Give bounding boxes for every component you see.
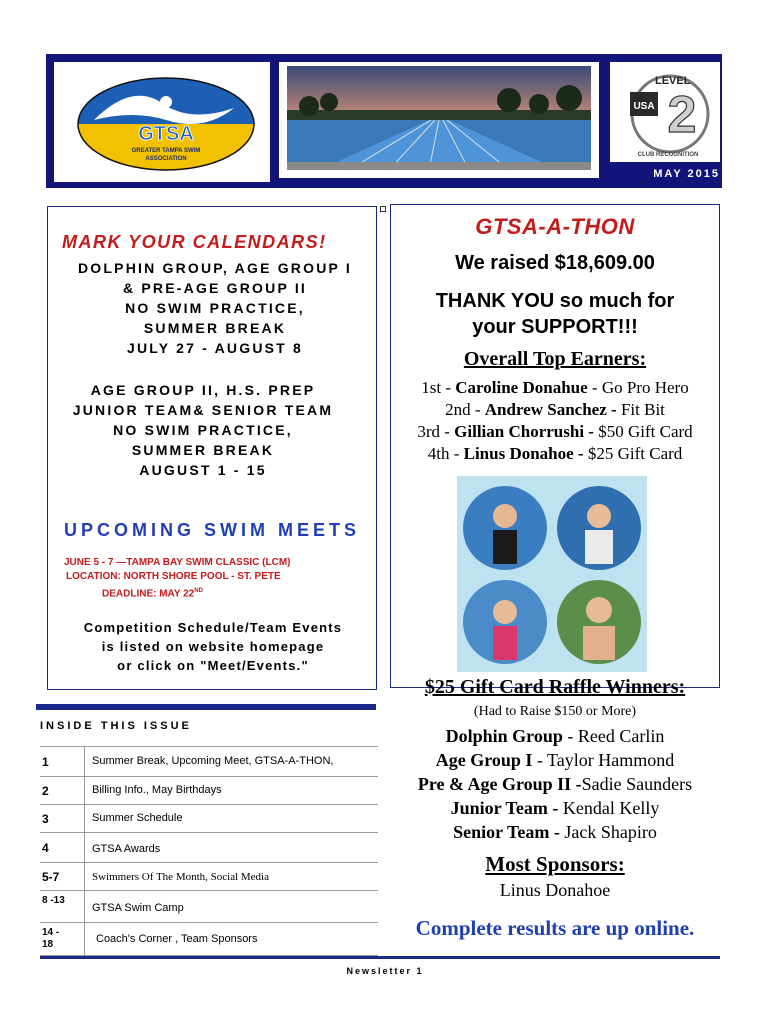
earner-name: Gillian Chorrushi - [454,422,594,441]
toc-divider [84,777,85,805]
toc-divider [84,805,85,833]
toc-description: Summer Break, Upcoming Meet, GTSA-A-THON, [92,755,334,767]
calendar-line: AGE GROUP II, H.S. PREP [90,382,316,398]
raffle-winners-list [386,724,724,844]
most-sponsors-heading: Most Sponsors: [485,852,625,876]
toc-row[interactable] [40,804,378,833]
toc-page: 2 [42,784,49,798]
toc-description: GTSA Swim Camp [92,902,184,914]
winners-photo-collage [457,476,647,672]
earner-prize: $25 Gift Card [583,444,683,463]
meet-details [64,556,291,601]
earner-place: 4th - [427,444,464,463]
toc-divider [84,891,85,923]
earner-name: Linus Donahoe - [463,444,584,463]
earner-row [390,421,720,443]
frame-handle-icon [380,206,386,212]
raffle-note: (Had to Raise $150 or More) [473,704,637,719]
calendar-line: & PRE-AGE GROUP II [122,280,308,296]
amount-raised: We raised $18,609.00 [455,252,655,274]
earner-name: Caroline Donahue [455,378,588,397]
toc-page: 4 [42,841,49,855]
meet-deadline [64,584,291,601]
raffle-row [386,772,724,796]
toc-page: 1 [42,755,49,769]
toc-row[interactable] [40,746,378,777]
schedule-line: is listed on website homepage [101,639,325,654]
earner-place: 1st - [421,378,456,397]
earner-place: 3rd - [417,422,455,441]
gtsa-logo [54,62,270,182]
earner-row [390,377,720,399]
calendar-line: AUGUST 1 - 15 [139,462,267,478]
toc-page: 5-7 [42,870,60,884]
calendar-line: NO SWIM PRACTICE, [113,422,293,438]
earner-prize: $50 Gift Card [593,422,693,441]
level-2-club-badge [610,62,720,162]
svg-text:LEVEL: LEVEL [655,75,691,87]
toc-description: Summer Schedule [92,812,183,824]
meet-deadline-text: DEADLINE: MAY 22 [102,588,195,600]
svg-text:2: 2 [667,86,697,144]
meet-location: LOCATION: NORTH SHORE POOL - ST. PETE [66,571,281,582]
schedule-line: or click on "Meet/Events." [117,658,309,673]
earner-name: Andrew Sanchez - [484,400,617,419]
earner-prize: - Go Pro Hero [587,378,689,397]
svg-text:USA: USA [633,101,655,112]
toc-divider [84,923,85,955]
toc-top-bar [36,704,376,710]
results-online-link[interactable]: Complete results are up online. [415,916,695,940]
upcoming-meets-heading: UPCOMING SWIM MEETS [64,520,360,540]
toc-row[interactable] [40,922,378,956]
thank-you-line: THANK YOU so much for [435,290,675,312]
calendar-line: JUNIOR TEAM& SENIOR TEAM [72,402,334,418]
svg-text:CLUB RECOGNITION: CLUB RECOGNITION [637,152,699,158]
toc-page: 14 - 18 [42,927,60,950]
raffle-heading: $25 Gift Card Raffle Winners: [424,676,686,698]
toc-page: 8 -13 [42,895,65,906]
earner-row [390,443,720,465]
meet-name: JUNE 5 - 7 —TAMPA BAY SWIM CLASSIC (LCM) [64,557,291,568]
raffle-winner: - Taylor Hammond [532,750,675,770]
raffle-group: Senior Team - [453,822,560,842]
toc-divider [84,863,85,891]
toc-divider [84,833,85,863]
toc-divider [84,747,85,777]
schedule-note [48,618,378,675]
raffle-winner: - Reed Carlin [562,726,665,746]
svg-text:GTSA: GTSA [138,123,194,145]
calendar-line: SUMMER BREAK [131,442,275,458]
calendar-block-summer-2 [38,380,368,480]
earner-place: 2nd - [445,400,485,419]
toc-page: 3 [42,812,49,826]
thank-you-line: your SUPPORT!!! [472,316,638,338]
raffle-winner: Sadie Saunders [581,774,693,794]
calendar-block-summer-1 [50,258,380,358]
top-earners-list [390,377,720,465]
thon-title: GTSA-A-THON [475,214,635,239]
calendar-line: NO SWIM PRACTICE, [125,300,305,316]
raffle-winner: Kendal Kelly [558,798,660,818]
most-sponsors-name: Linus Donahoe [499,880,611,900]
pool-photo [279,62,599,178]
toc-row[interactable] [40,890,378,923]
thon-title-wrap [390,214,720,240]
toc-description: Swimmers Of The Month, Social Media [92,871,269,883]
toc-title: INSIDE THIS ISSUE [40,720,192,732]
earner-row [390,399,720,421]
svg-text:GREATER TAMPA SWIM: GREATER TAMPA SWIM [131,148,201,154]
toc-description: Coach's Corner , Team Sponsors [96,933,258,945]
raffle-row [386,820,724,844]
footer-page-label: Newsletter 1 [346,966,424,976]
raffle-row [386,748,724,772]
meet-deadline-suffix: ND [194,588,203,594]
calendar-line: JULY 27 - AUGUST 8 [126,340,304,356]
toc-row[interactable] [40,832,378,863]
calendar-line: SUMMER BREAK [143,320,287,336]
calendar-line: DOLPHIN GROUP, AGE GROUP I [78,260,352,276]
issue-date: MAY 2015 [653,168,720,180]
raffle-group: Pre & Age Group II - [417,774,582,794]
top-earners-heading: Overall Top Earners: [463,348,647,370]
toc-row[interactable] [40,776,378,805]
toc-description: GTSA Awards [92,843,161,855]
svg-text:ASSOCIATION: ASSOCIATION [145,156,187,162]
raffle-group: Junior Team - [450,798,559,818]
calendar-heading: MARK YOUR CALENDARS! [62,232,327,252]
toc-description: Billing Info., May Birthdays [92,784,222,796]
raffle-winner: Jack Shapiro [559,822,657,842]
raffle-row [386,796,724,820]
earner-prize: Fit Bit [616,400,665,419]
raffle-group: Dolphin Group [445,726,563,746]
thank-you-message [390,288,720,340]
schedule-line: Competition Schedule/Team Events [83,620,343,635]
toc-row[interactable] [40,862,378,891]
raffle-group: Age Group I [435,750,533,770]
footer-rule [40,956,720,959]
raffle-row [386,724,724,748]
